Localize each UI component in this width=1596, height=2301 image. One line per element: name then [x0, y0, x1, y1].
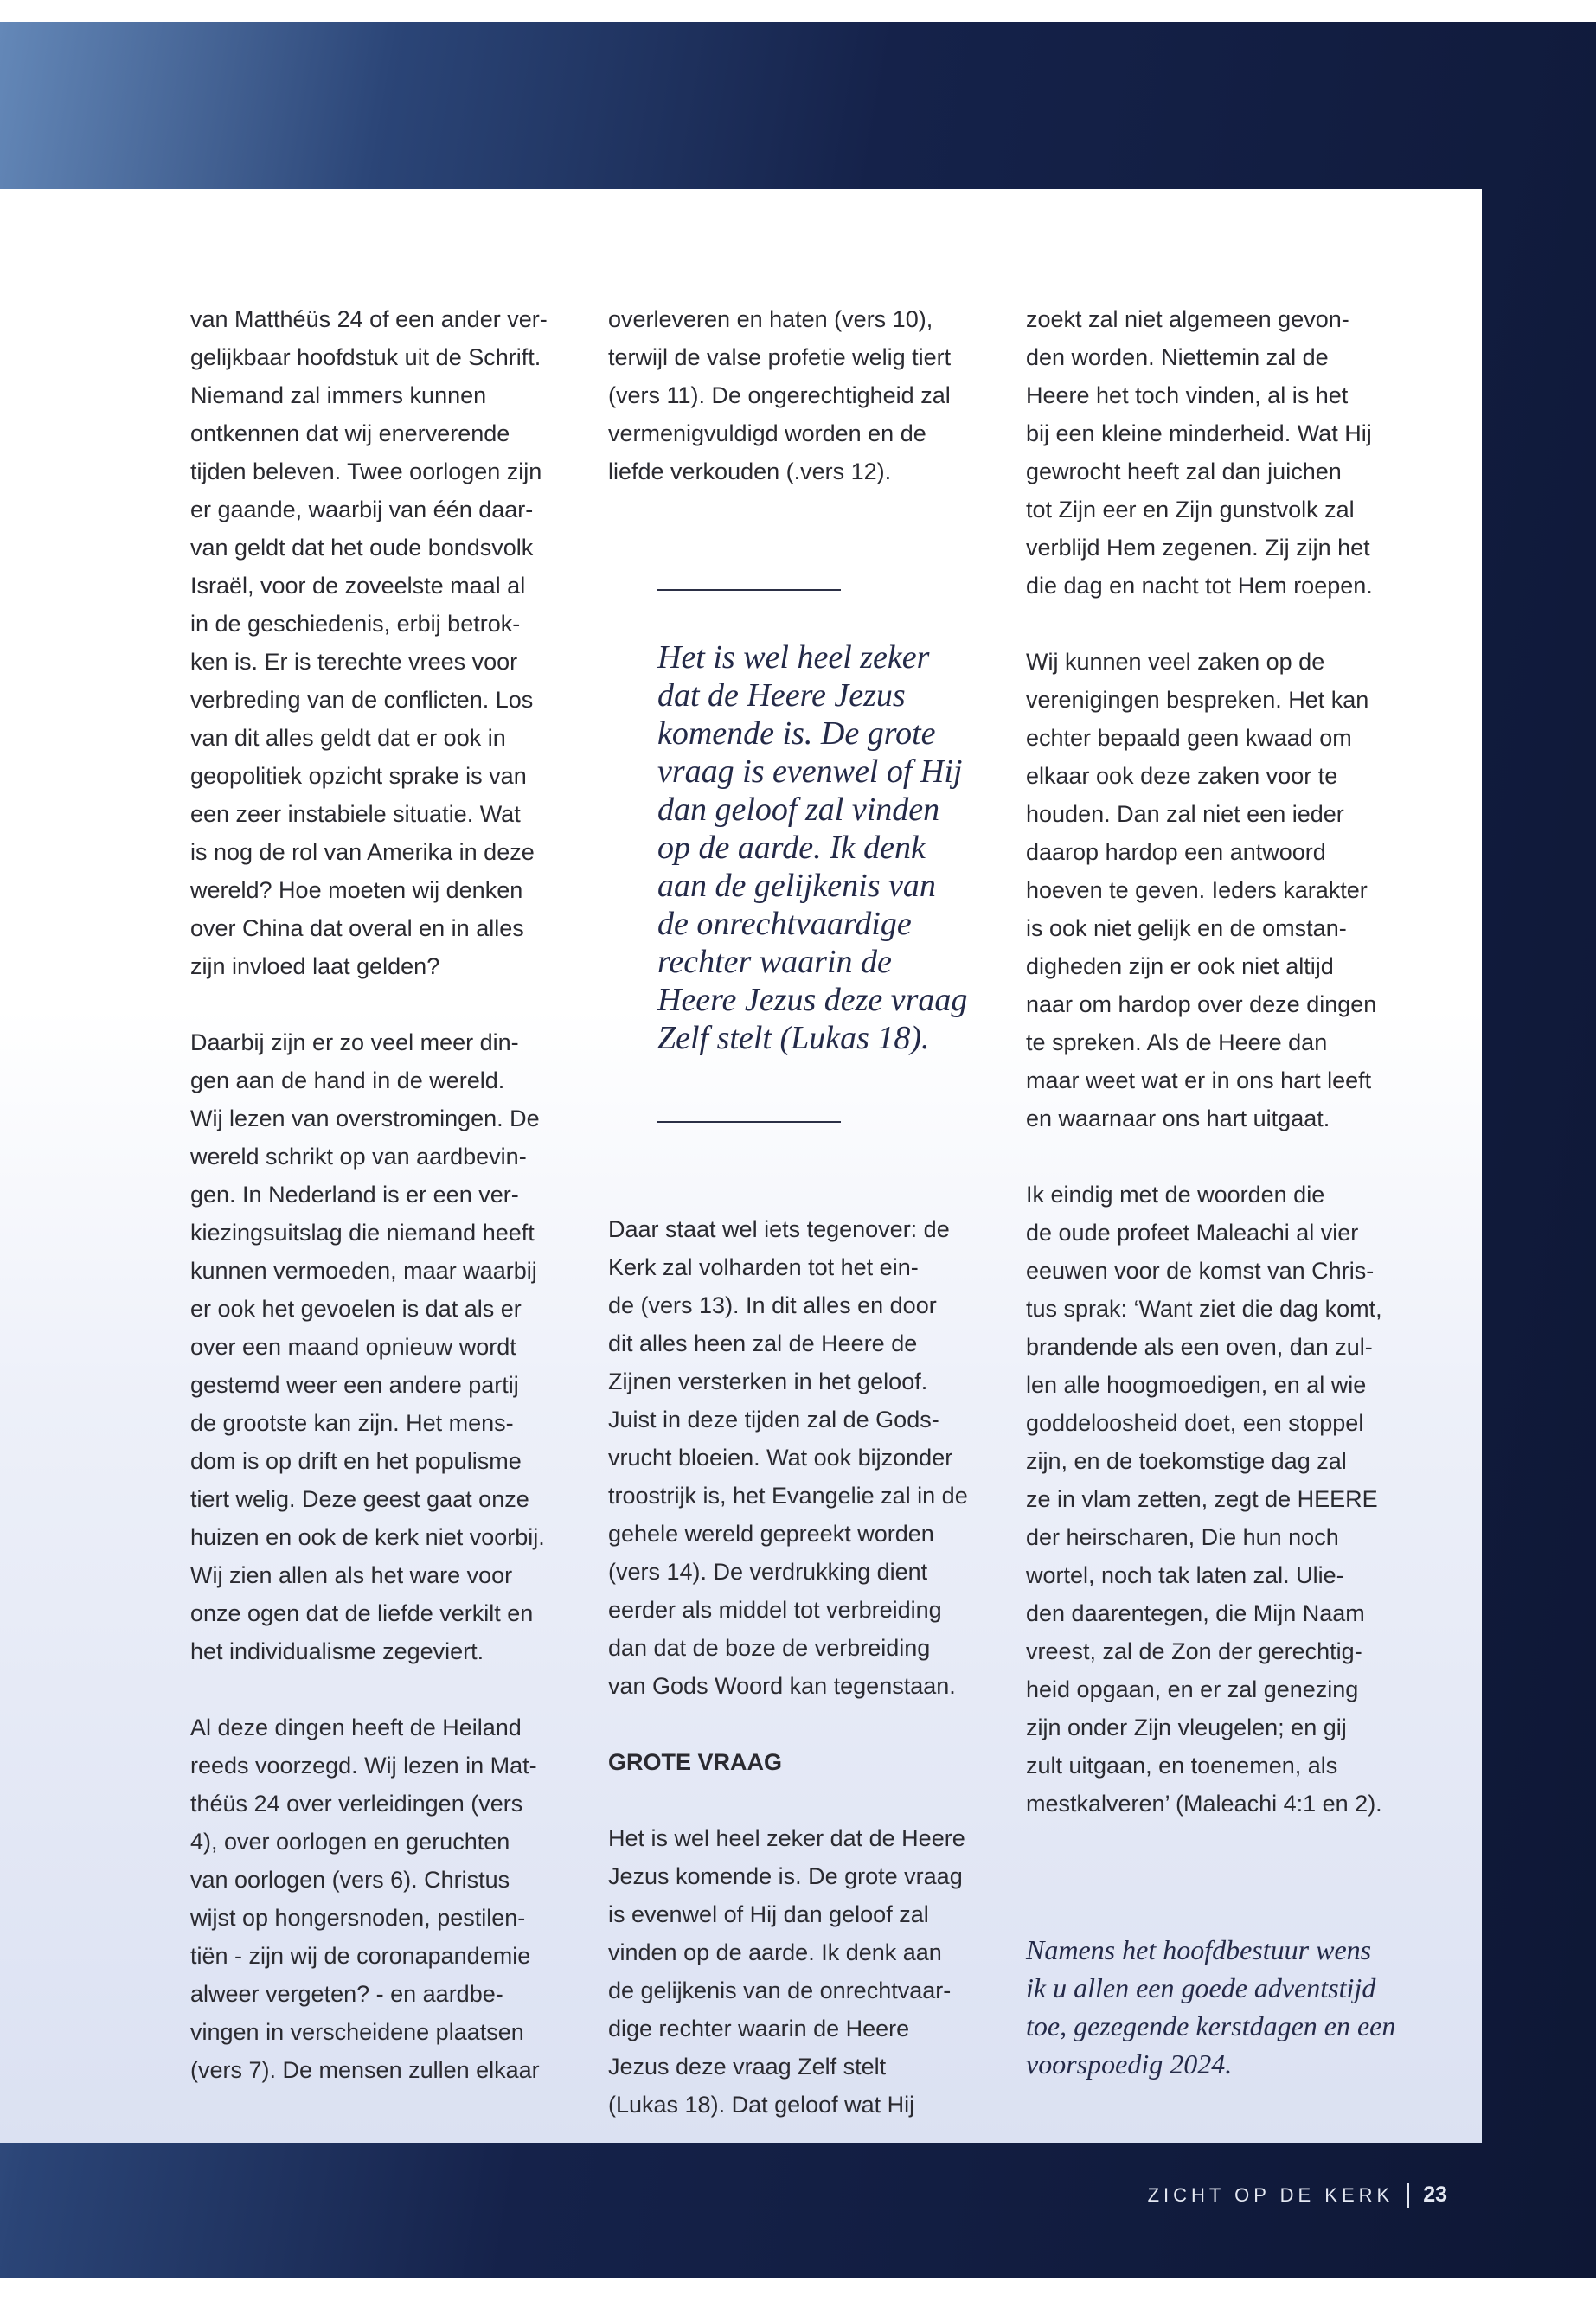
- section-subheading: GROTE VRAAG: [608, 1749, 783, 1775]
- article-column-1: [190, 300, 575, 2127]
- closing-wish: Namens het hoofdbestuur wens ik u allen een goede adventstijd toe, gezegende kerstdagen en een voorspoedig 2024.: [1026, 1934, 1396, 2080]
- paragraph: Het is wel heel zeker dat de Heere Jezus komende is. De grote vraag is evenwel of Hij dan geloof zal vinden op de aarde. Ik denk aan de gelijkenis van de onrechtvaar- dige rechter waarin de Heere Jezus deze vraag Zelf stelt (Lukas 18). Dat geloof wat Hij: [608, 1825, 965, 2118]
- paragraph: van Matthéüs 24 of een ander ver- gelijkbaar hoofdstuk uit de Schrift. Niemand zal immers kunnen ontkennen dat wij enerverende tijden beleven. Twee oorlogen zijn er gaande, waarbij van één daar- van geldt dat het oude bondsvolk Israël, voor de zoveelste maal al in de geschiedenis, erbij betrok- ken is. Er is terechte vrees voor verbreding van de conflicten. Los van dit alles geldt dat er ook in geopolitiek opzicht sprake is van een zeer instabiele situatie. Wat is nog de rol van Amerika in deze wereld? Hoe moeten wij denken over China dat overal en in alles zijn invloed laat gelden?: [190, 306, 548, 979]
- article-column-2-continued: [608, 1210, 993, 2162]
- footer-divider: [1407, 2183, 1409, 2208]
- paragraph: Daar staat wel iets tegenover: de Kerk zal volharden tot het ein- de (vers 13). In dit alles en door dit alles heen zal de Heere de Zijnen versterken in het geloof. Juist in deze tijden zal de Gods- vrucht bloeien. Wat ook bijzonder troostrijk is, het Evangelie zal in de gehele wereld gepreekt worden (vers 14). De verdrukking dient eerder als middel tot verbreiding dan dat de boze de verbreiding van Gods Woord kan tegenstaan.: [608, 1216, 968, 1699]
- article-column-3: [1026, 300, 1411, 1861]
- page-footer: [1148, 2182, 1447, 2208]
- paragraph: overleveren en haten (vers 10), terwijl de valse profetie welig tiert (vers 11). De ongerechtigheid zal vermenigvuldigd worden en de liefde verkouden (.vers 12).: [608, 306, 952, 484]
- paragraph: Ik eindig met de woorden die de oude profeet Maleachi al vier eeuwen voor de komst van Chris- tus sprak: ‘Want ziet die dag komt, brandende als een oven, dan zul- len alle hoogmoedigen, en al wie goddeloosheid doet, een stoppel zijn, en de toekomstige dag zal ze in vlam zetten, zegt de HEERE der heirscharen, Die hun noch wortel, noch tak laten zal. Ulie- den daarentegen, die Mijn Naam vreest, zal de Zon der gerechtig- heid opgaan, en er zal genezing zijn onder Zijn vleugelen; en gij zult uitgaan, en toenemen, als mestkalveren’ (Maleachi 4:1 en 2).: [1026, 1182, 1382, 1817]
- magazine-title: ZICHT OP DE KERK: [1147, 2183, 1394, 2206]
- paragraph: Al deze dingen heeft de Heiland reeds voorzegd. Wij lezen in Mat- théüs 24 over verleidingen (vers 4), over oorlogen en geruchten van oorlogen (vers 6). Christus wijst op hongersnoden, pestilen- tiën - zijn wij de coronapandemie alweer vergeten? - en aardbe- vingen in verscheidene plaatsen (vers 7). De mensen zullen elkaar: [190, 1715, 540, 2083]
- pullquote-bottom-rule: [657, 1121, 841, 1123]
- page-number: 23: [1423, 2182, 1447, 2207]
- paragraph: Wij kunnen veel zaken op de verenigingen bespreken. Het kan echter bepaald geen kwaad om elkaar ook deze zaken voor te houden. Dan zal niet een ieder daarop hardop een antwoord hoeven te geven. Ieders karakter is ook niet gelijk en de omstan- digheden zijn er ook niet altijd naar om hardop over deze dingen te spreken. Als de Heere dan maar weet wat er in ons hart leeft en waarnaar ons hart uitgaat.: [1026, 649, 1377, 1131]
- article-column-2: [608, 300, 993, 529]
- paragraph: Daarbij zijn er zo veel meer din- gen aan de hand in de wereld. Wij lezen van overstromingen. De wereld schrikt op van aardbevin- gen. In Nederland is er een ver- kiezingsuitslag die niemand heeft kunnen vermoeden, maar waarbij er ook het gevoelen is dat als er over een maand opnieuw wordt gestemd weer een andere partij de grootste kan zijn. Het mens- dom is op drift en het populisme tiert welig. Deze geest gaat onze huizen en ook de kerk niet voorbij. Wij zien allen als het ware voor onze ogen dat de liefde verkilt en het individualisme zegeviert.: [190, 1029, 545, 1664]
- pullquote: Het is wel heel zeker dat de Heere Jezus komende is. De grote vraag is evenwel of Hij dan geloof zal vinden op de aarde. Ik denk aan de gelijkenis van de onrechtvaardige rechter waarin de Heere Jezus deze vraag Zelf stelt (Lukas 18).: [657, 639, 968, 1056]
- paragraph: zoekt zal niet algemeen gevon- den worden. Niettemin zal de Heere het toch vinden, al is het bij een kleine minderheid. Wat Hij gewrocht heeft zal dan juichen tot Zijn eer en Zijn gunstvolk zal verblijd Hem zegenen. Zij zijn het die dag en nacht tot Hem roepen.: [1026, 306, 1373, 599]
- pullquote-top-rule: [657, 589, 841, 591]
